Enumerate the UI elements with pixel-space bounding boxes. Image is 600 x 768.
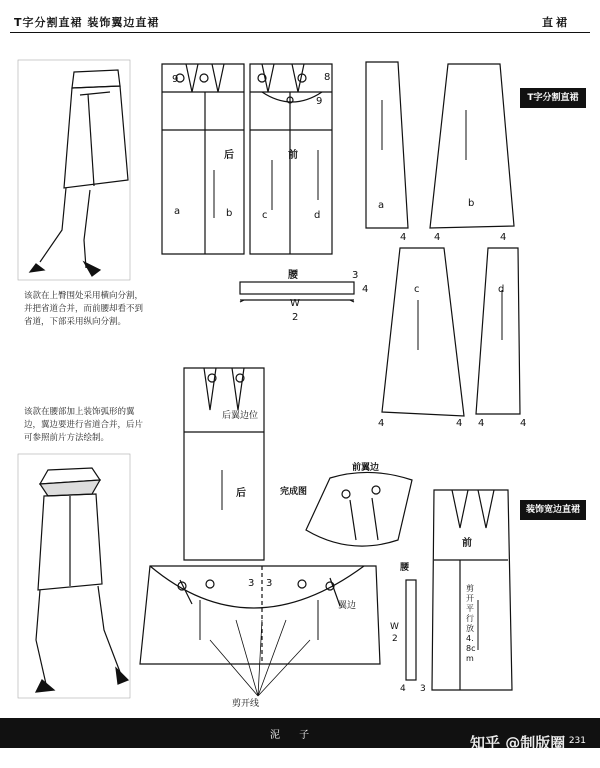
label-back-middle: 后: [236, 488, 246, 499]
label-w-top: W: [290, 298, 300, 309]
label-cut-line: 剪开线: [232, 699, 260, 709]
page-number: 231: [568, 736, 586, 746]
header-left-title: T字分割直裙 装饰翼边直裙: [14, 16, 160, 29]
label-4-r7: 4: [520, 418, 527, 429]
label-4-r3: 4: [500, 232, 507, 243]
label-waistband-small: 腰: [400, 563, 410, 573]
label-4-r1: 4: [400, 232, 407, 243]
style-tag-1: T字分割直裙: [520, 88, 586, 108]
label-3-wb: 3: [352, 270, 359, 281]
label-8: 8: [324, 72, 331, 83]
label-4-r6: 4: [478, 418, 485, 429]
label-3-bottom-b: 3: [266, 578, 273, 589]
label-front-top: 前: [288, 150, 298, 161]
label-front-wing: 前翼边: [352, 463, 380, 473]
label-w-bottom: 2: [292, 312, 299, 323]
label-4-r5: 4: [456, 418, 463, 429]
label-d-front: d: [314, 210, 321, 221]
label-w-small-bottom: 2: [392, 634, 398, 644]
label-finished: 完成图: [280, 487, 308, 497]
label-a-right: a: [378, 200, 385, 211]
label-back-wing-pos: 后翼边位: [222, 411, 259, 421]
label-4-r2: 4: [434, 232, 441, 243]
label-slit-note: 剪开平行放4.8cm: [466, 584, 476, 663]
label-c-front: c: [262, 210, 268, 221]
label-c-right: c: [414, 284, 420, 295]
label-3-bottom-a: 3: [248, 578, 255, 589]
label-front-bottom: 前: [462, 538, 472, 549]
header-right-title: 直裙: [542, 16, 570, 29]
label-b-back: b: [226, 208, 233, 219]
label-9-a: 9: [172, 74, 179, 85]
footer-center-text: 泥 子: [270, 730, 318, 741]
label-waistband: 腰: [288, 270, 298, 281]
label-wing-edge: 翼边: [338, 601, 357, 611]
label-d-right: d: [498, 284, 505, 295]
label-4-wb: 4: [362, 284, 369, 295]
label-9-b: 9: [316, 96, 323, 107]
label-3-small: 3: [420, 684, 426, 694]
label-a-back: a: [174, 206, 181, 217]
label-4-small: 4: [400, 684, 406, 694]
description-1: 该款在上臀围处采用横向分割，并把省道合并，而前腰却看不到省道，下部采用纵向分割。: [24, 291, 144, 327]
label-b-right: b: [468, 198, 475, 209]
label-4-r4: 4: [378, 418, 385, 429]
style-tag-2: 装饰宽边直裙: [520, 500, 586, 520]
watermark: 知乎 @制版圈: [470, 734, 566, 752]
label-w-small-top: W: [390, 622, 399, 632]
label-back-top: 后: [224, 150, 234, 161]
description-2: 该款在腰部加上装饰弧形的翼边，翼边要进行省道合并，后片可参照前片方法绘制。: [24, 407, 144, 443]
